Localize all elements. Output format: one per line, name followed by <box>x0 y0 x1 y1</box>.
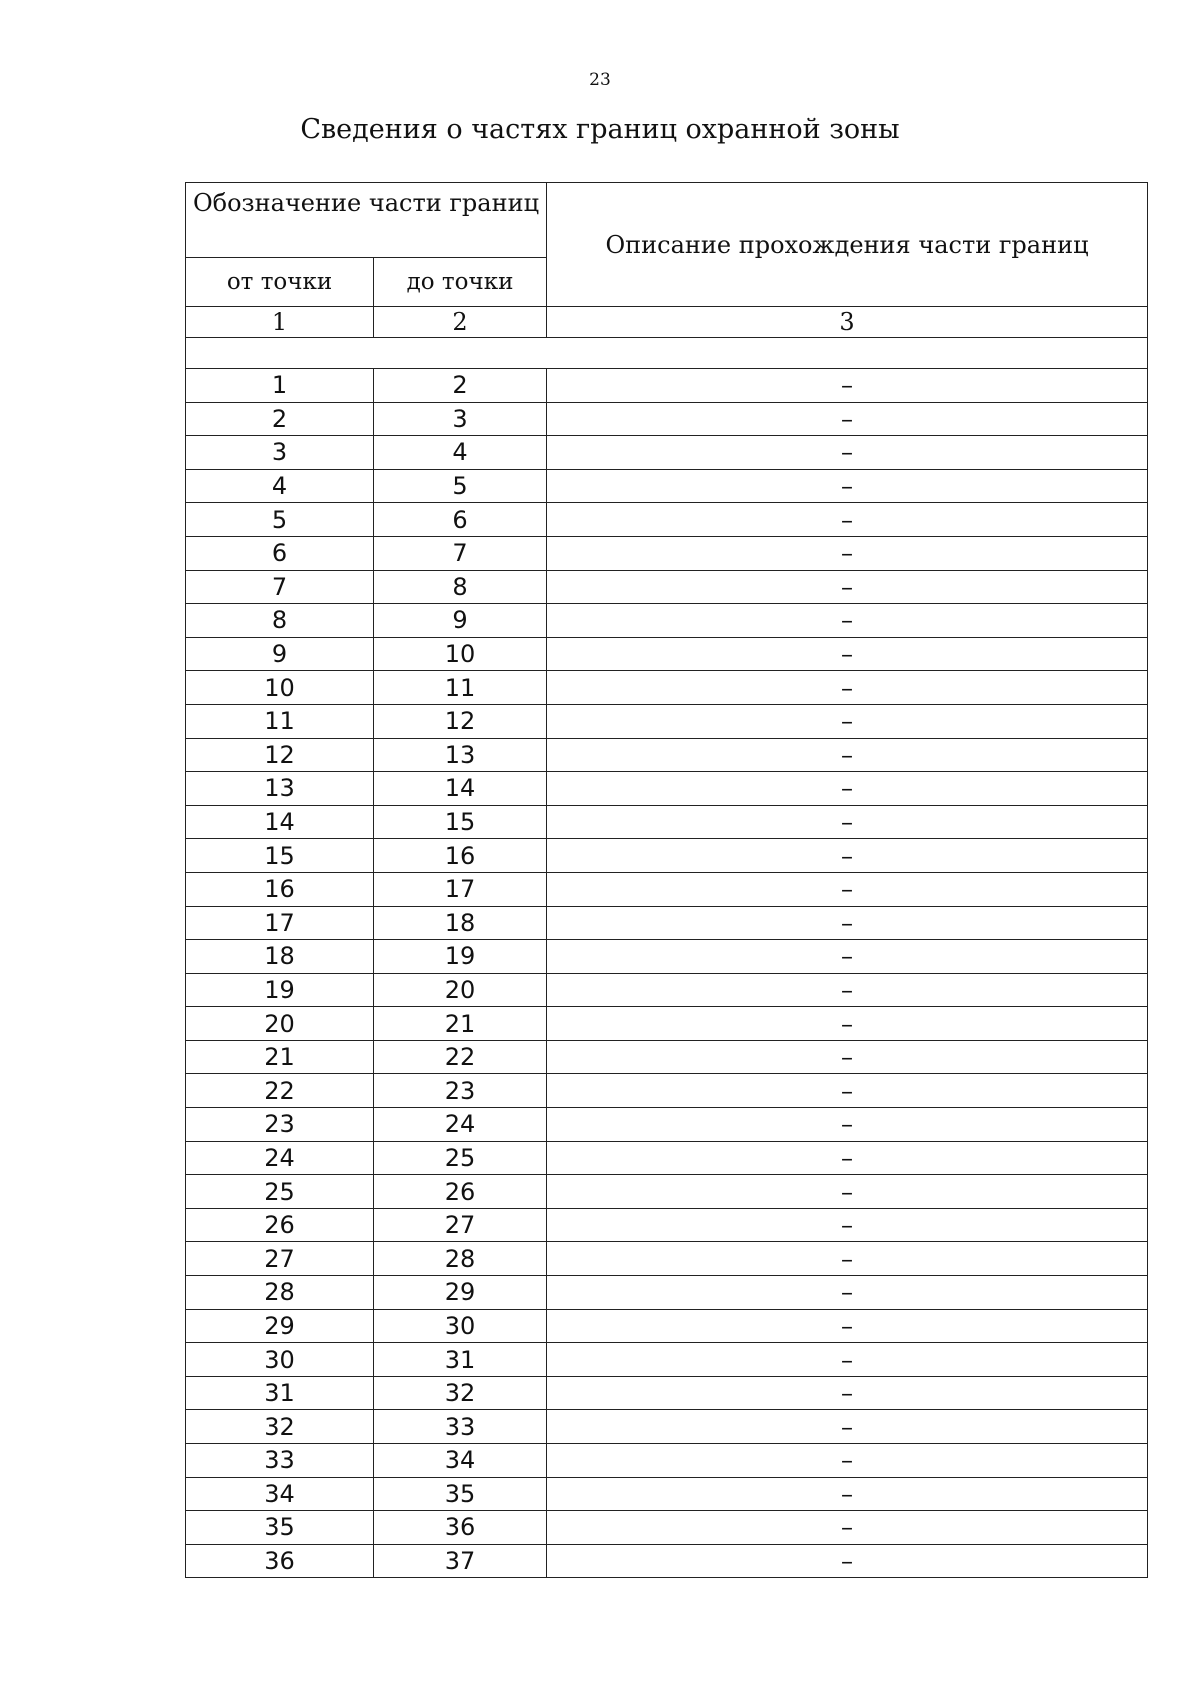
table-row <box>186 1276 1148 1310</box>
description-cell: – <box>547 536 1148 570</box>
page-number: 23 <box>589 70 611 90</box>
from-point-cell: 27 <box>186 1242 374 1276</box>
to-point-cell: 31 <box>374 1343 547 1377</box>
from-point-cell: 36 <box>186 1544 374 1578</box>
to-point-cell: 34 <box>374 1444 547 1478</box>
header-from-point: от точки <box>186 258 374 307</box>
table-row <box>186 671 1148 705</box>
table-row <box>186 1511 1148 1545</box>
to-point-cell: 14 <box>374 772 547 806</box>
table-row <box>186 436 1148 470</box>
table-row <box>186 940 1148 974</box>
to-point-cell: 19 <box>374 940 547 974</box>
to-point-cell: 7 <box>374 536 547 570</box>
boundary-parts-table <box>185 182 1148 1578</box>
to-point-cell: 12 <box>374 704 547 738</box>
to-point-cell: 11 <box>374 671 547 705</box>
description-cell: – <box>547 1410 1148 1444</box>
table-row <box>186 1007 1148 1041</box>
from-point-cell: 10 <box>186 671 374 705</box>
table-row <box>186 1108 1148 1142</box>
from-point-cell: 19 <box>186 973 374 1007</box>
to-point-cell: 13 <box>374 738 547 772</box>
table-row <box>186 839 1148 873</box>
column-number-3: 3 <box>547 307 1148 338</box>
description-cell: – <box>547 637 1148 671</box>
description-cell: – <box>547 1477 1148 1511</box>
description-cell: – <box>547 906 1148 940</box>
column-number-row <box>186 307 1148 338</box>
description-cell: – <box>547 402 1148 436</box>
table-row <box>186 973 1148 1007</box>
description-cell: – <box>547 1444 1148 1478</box>
table-row <box>186 704 1148 738</box>
description-cell: – <box>547 1141 1148 1175</box>
from-point-cell: 1 <box>186 369 374 403</box>
description-cell: – <box>547 805 1148 839</box>
to-point-cell: 21 <box>374 1007 547 1041</box>
from-point-cell: 33 <box>186 1444 374 1478</box>
description-cell: – <box>547 1511 1148 1545</box>
table-row <box>186 1477 1148 1511</box>
to-point-cell: 15 <box>374 805 547 839</box>
description-cell: – <box>547 369 1148 403</box>
from-point-cell: 16 <box>186 872 374 906</box>
table-row <box>186 536 1148 570</box>
description-cell: – <box>547 1007 1148 1041</box>
description-cell: – <box>547 436 1148 470</box>
from-point-cell: 22 <box>186 1074 374 1108</box>
description-cell: – <box>547 503 1148 537</box>
description-cell: – <box>547 1242 1148 1276</box>
table-row <box>186 1544 1148 1578</box>
to-point-cell: 22 <box>374 1040 547 1074</box>
description-cell: – <box>547 940 1148 974</box>
to-point-cell: 18 <box>374 906 547 940</box>
table-row <box>186 469 1148 503</box>
from-point-cell: 17 <box>186 906 374 940</box>
from-point-cell: 12 <box>186 738 374 772</box>
to-point-cell: 9 <box>374 604 547 638</box>
column-number-1: 1 <box>186 307 374 338</box>
from-point-cell: 11 <box>186 704 374 738</box>
table-row <box>186 906 1148 940</box>
from-point-cell: 20 <box>186 1007 374 1041</box>
description-cell: – <box>547 1040 1148 1074</box>
from-point-cell: 9 <box>186 637 374 671</box>
description-cell: – <box>547 570 1148 604</box>
header-to-point: до точки <box>374 258 547 307</box>
table-row <box>186 805 1148 839</box>
to-point-cell: 20 <box>374 973 547 1007</box>
description-cell: – <box>547 738 1148 772</box>
table-row <box>186 1376 1148 1410</box>
description-cell: – <box>547 704 1148 738</box>
to-point-cell: 28 <box>374 1242 547 1276</box>
table-row <box>186 1074 1148 1108</box>
to-point-cell: 23 <box>374 1074 547 1108</box>
to-point-cell: 3 <box>374 402 547 436</box>
page-title: Сведения о частях границ охранной зоны <box>300 114 900 145</box>
to-point-cell: 33 <box>374 1410 547 1444</box>
column-number-2: 2 <box>374 307 547 338</box>
blank-section-row <box>186 338 1148 369</box>
from-point-cell: 18 <box>186 940 374 974</box>
table-row <box>186 503 1148 537</box>
description-cell: – <box>547 872 1148 906</box>
to-point-cell: 29 <box>374 1276 547 1310</box>
to-point-cell: 6 <box>374 503 547 537</box>
table-row <box>186 1242 1148 1276</box>
from-point-cell: 32 <box>186 1410 374 1444</box>
description-cell: – <box>547 604 1148 638</box>
description-cell: – <box>547 1108 1148 1142</box>
from-point-cell: 31 <box>186 1376 374 1410</box>
table-row <box>186 1343 1148 1377</box>
description-cell: – <box>547 772 1148 806</box>
from-point-cell: 21 <box>186 1040 374 1074</box>
table-row <box>186 1141 1148 1175</box>
description-cell: – <box>547 973 1148 1007</box>
blank-section-cell <box>186 338 1148 369</box>
header-boundary-description: Описание прохождения части границ <box>547 183 1148 307</box>
from-point-cell: 29 <box>186 1309 374 1343</box>
header-boundary-part-designation: Обозначение части границ <box>186 183 547 258</box>
description-cell: – <box>547 1074 1148 1108</box>
from-point-cell: 25 <box>186 1175 374 1209</box>
table-row <box>186 1444 1148 1478</box>
to-point-cell: 16 <box>374 839 547 873</box>
table-row <box>186 369 1148 403</box>
from-point-cell: 14 <box>186 805 374 839</box>
to-point-cell: 8 <box>374 570 547 604</box>
description-cell: – <box>547 1309 1148 1343</box>
from-point-cell: 6 <box>186 536 374 570</box>
from-point-cell: 7 <box>186 570 374 604</box>
from-point-cell: 34 <box>186 1477 374 1511</box>
description-cell: – <box>547 1376 1148 1410</box>
description-cell: – <box>547 671 1148 705</box>
table-row <box>186 637 1148 671</box>
from-point-cell: 35 <box>186 1511 374 1545</box>
to-point-cell: 36 <box>374 1511 547 1545</box>
from-point-cell: 13 <box>186 772 374 806</box>
description-cell: – <box>547 1343 1148 1377</box>
boundary-rows <box>186 369 1148 1578</box>
to-point-cell: 37 <box>374 1544 547 1578</box>
from-point-cell: 8 <box>186 604 374 638</box>
to-point-cell: 30 <box>374 1309 547 1343</box>
table-row <box>186 1410 1148 1444</box>
from-point-cell: 24 <box>186 1141 374 1175</box>
from-point-cell: 3 <box>186 436 374 470</box>
from-point-cell: 23 <box>186 1108 374 1142</box>
to-point-cell: 35 <box>374 1477 547 1511</box>
to-point-cell: 32 <box>374 1376 547 1410</box>
table-row <box>186 872 1148 906</box>
to-point-cell: 4 <box>374 436 547 470</box>
description-cell: – <box>547 1208 1148 1242</box>
description-cell: – <box>547 1175 1148 1209</box>
description-cell: – <box>547 469 1148 503</box>
description-cell: – <box>547 839 1148 873</box>
from-point-cell: 4 <box>186 469 374 503</box>
from-point-cell: 28 <box>186 1276 374 1310</box>
table-row <box>186 1309 1148 1343</box>
from-point-cell: 26 <box>186 1208 374 1242</box>
table-row <box>186 402 1148 436</box>
description-cell: – <box>547 1276 1148 1310</box>
table-row <box>186 738 1148 772</box>
from-point-cell: 5 <box>186 503 374 537</box>
table-row <box>186 1175 1148 1209</box>
table-row <box>186 772 1148 806</box>
table-row <box>186 1040 1148 1074</box>
table-row <box>186 604 1148 638</box>
from-point-cell: 15 <box>186 839 374 873</box>
from-point-cell: 30 <box>186 1343 374 1377</box>
to-point-cell: 26 <box>374 1175 547 1209</box>
to-point-cell: 5 <box>374 469 547 503</box>
from-point-cell: 2 <box>186 402 374 436</box>
table-row <box>186 1208 1148 1242</box>
to-point-cell: 17 <box>374 872 547 906</box>
to-point-cell: 24 <box>374 1108 547 1142</box>
description-cell: – <box>547 1544 1148 1578</box>
table-row <box>186 570 1148 604</box>
to-point-cell: 2 <box>374 369 547 403</box>
to-point-cell: 27 <box>374 1208 547 1242</box>
to-point-cell: 25 <box>374 1141 547 1175</box>
to-point-cell: 10 <box>374 637 547 671</box>
